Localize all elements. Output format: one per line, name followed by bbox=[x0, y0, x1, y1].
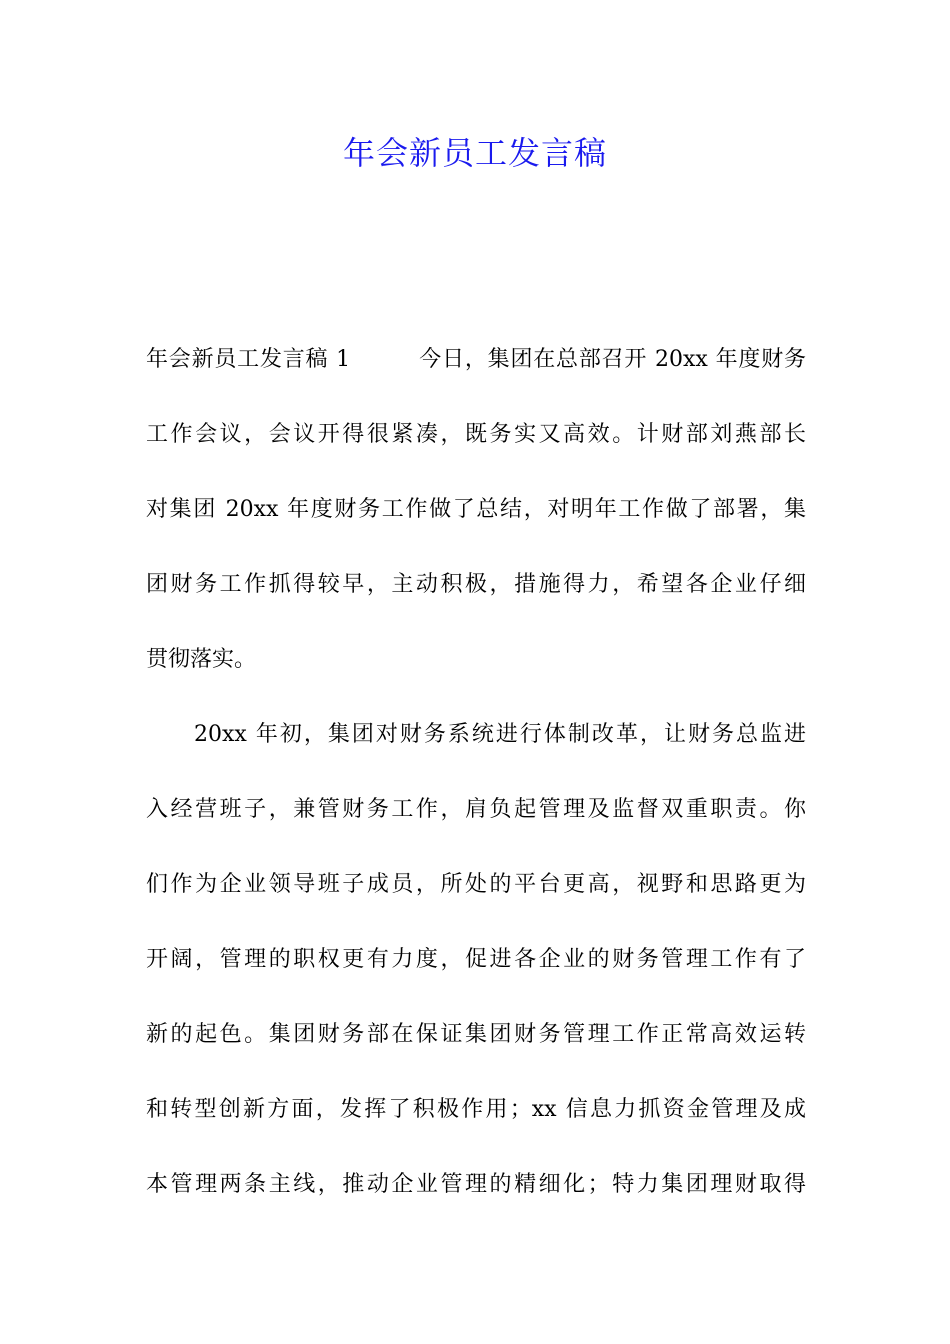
body-line: 和转型创新方面，发挥了积极作用；xx 信息力抓资金管理及成 bbox=[146, 1097, 806, 1122]
body-line: 团财务工作抓得较早，主动积极，措施得力，希望各企业仔细 bbox=[146, 572, 806, 597]
body-line: 们作为企业领导班子成员，所处的平台更高，视野和思路更为 bbox=[146, 872, 806, 897]
body-line: 入经营班子，兼管财务工作，肩负起管理及监督双重职责。你 bbox=[146, 797, 806, 822]
body-line: 新的起色。集团财务部在保证集团财务管理工作正常高效运转 bbox=[146, 1022, 806, 1047]
body-line: 工作会议，会议开得很紧凑，既务实又高效。计财部刘燕部长 bbox=[146, 422, 806, 447]
body-line: 开阔，管理的职权更有力度，促进各企业的财务管理工作有了 bbox=[146, 947, 806, 972]
body-line: 对集团 20xx 年度财务工作做了总结，对明年工作做了部署，集 bbox=[146, 497, 806, 522]
body-line: 年会新员工发言稿 1 今日，集团在总部召开 20xx 年度财务 bbox=[146, 347, 806, 372]
body-line: 贯彻落实。 bbox=[146, 647, 257, 672]
body-line: 20xx 年初，集团对财务系统进行体制改革，让财务总监进 bbox=[146, 722, 806, 747]
body-line: 本管理两条主线，推动企业管理的精细化；特力集团理财取得 bbox=[146, 1172, 806, 1197]
document-title: 年会新员工发言稿 bbox=[342, 134, 607, 172]
